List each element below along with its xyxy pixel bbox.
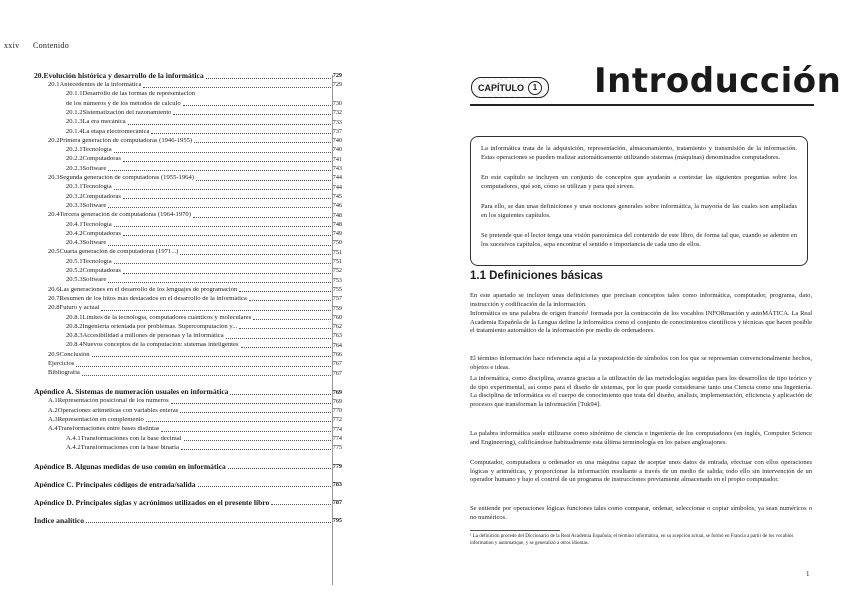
toc-entry-number: 20.8 [48, 304, 60, 312]
toc-leader-dots [123, 273, 331, 274]
toc-entry-page: 751 [332, 258, 342, 266]
toc-entry [34, 287, 342, 294]
toc-entry-title: Representación posicional de los números [57, 398, 169, 405]
toc-leader-dots [183, 105, 331, 106]
toc-entry-page: 783 [332, 481, 342, 489]
toc-entry-title: Transformaciones con la base decimal [80, 435, 182, 442]
toc-leader-dots [82, 375, 331, 376]
toc-entry-page: 740 [332, 137, 342, 145]
toc-entry-page: 762 [332, 323, 342, 331]
body-paragraph: Informática es una palabra de origen francés¹ formada por la contracción de los vocablos INFORmación y autoMÁTICA. La Real Academia Española de la Lengua define la informática como el conjunto de conocimientos científicos y técnicas que hacen posible el tratamiento automático de la información por medio de ordenadores. [470, 310, 812, 335]
body-paragraph: El término información hace referencia aquí a la yuxtaposición de símbolos con los que se representan convencionalmente hechos, objetos e ideas. [470, 355, 812, 371]
toc-entry-page: 737 [332, 127, 342, 135]
toc-entry [34, 138, 342, 145]
toc-entry-page: 757 [332, 295, 342, 303]
toc-entry [34, 240, 342, 247]
toc-entry-number: 20.4.1 [66, 220, 83, 228]
toc-entry-title: Nuevos conceptos de la computación: sistemas inteligentes [82, 342, 239, 349]
toc-leader-dots [108, 207, 330, 208]
toc-entry [34, 156, 342, 163]
toc-entry-number: 20.3.3 [66, 201, 83, 209]
summary-paragraph: Se pretende que el lector tenga una visión panorámica del contenido de este libro, de forma tal que, cuando se adentre en los sucesivos capítulos, sepa encontrar el sentido e importancia de cada uno de ellos. [481, 232, 797, 248]
toc-leader-dots [108, 282, 330, 283]
toc-leader-dots [146, 421, 331, 422]
toc-entry-title: Las generaciones en el desarrollo de los lenguajes de programación [59, 286, 238, 293]
toc-leader-dots [114, 226, 331, 227]
toc-leader-dots [194, 142, 331, 143]
toc-entry-title: Ejercicios [48, 361, 75, 367]
toc-leader-dots [108, 245, 330, 246]
toc-entry-title: Apéndice C. Principales códigos de entrada/salida [34, 480, 196, 489]
toc-entry-number: 20.4.3 [66, 239, 83, 247]
toc-entry [34, 91, 342, 98]
toc-leader-dots [184, 440, 331, 441]
toc-entry-number: 20.1 [48, 81, 60, 88]
toc-leader-dots [161, 431, 330, 432]
toc-entry-title: Computadoras [82, 193, 121, 200]
toc-entry-number: A.4.2 [66, 443, 81, 451]
toc-entry-number: A.4.1 [66, 434, 81, 442]
toc-entry [34, 249, 342, 256]
toc-entry-page: 745 [332, 192, 342, 200]
toc-entry-page: 743 [332, 165, 342, 173]
toc-entry [34, 370, 342, 377]
toc-entry-page: 751 [332, 248, 342, 256]
toc-entry-page: 775 [332, 444, 342, 452]
toc-entry-number: 20.5.2 [66, 267, 83, 274]
toc-entry-page: 746 [332, 202, 342, 210]
toc-leader-dots [239, 328, 331, 329]
footnote: ¹ La definición procede del Diccionario de la Real Academia Española; el término informática, en su acepción actual, se formó en Francia a partir de los vocablos information y automatique, y se generalizó a otros idiomas. [470, 534, 794, 546]
toc-leader-dots [239, 291, 330, 292]
toc-entry-number: 20.1.2 [66, 108, 83, 116]
toc-entry [34, 110, 342, 117]
toc-entry-title: La etapa electromecánica [82, 128, 150, 135]
title-rule [470, 104, 814, 106]
toc-entry-title: Transformaciones con la base binaria [80, 444, 179, 451]
toc-entry-page: 760 [332, 313, 342, 321]
toc-entry-page: 763 [332, 332, 342, 340]
toc-entry-number: 20.7 [48, 294, 60, 302]
toc-entry [34, 499, 342, 507]
toc-entry [34, 277, 342, 284]
toc-entry-number: 20.5.3 [66, 276, 83, 284]
toc-entry-title: Cuarta generación de computadoras (1971...) [59, 249, 179, 256]
toc-entry-page: 730 [332, 99, 342, 107]
toc-entry [34, 194, 342, 201]
toc-entry [34, 398, 342, 405]
toc-entry-page: 740 [332, 146, 342, 154]
toc-entry-title: Primera generación de computadoras (1946-1955) [59, 137, 193, 144]
chapter-title: Introducción [594, 61, 842, 101]
toc-entry [34, 436, 342, 443]
toc-entry-page: 755 [332, 285, 342, 293]
toc-entry-title: Sistematización del razonamiento [82, 109, 172, 116]
toc-leader-dots [271, 504, 330, 505]
section-heading: 1.1 Definiciones básicas [470, 270, 603, 282]
toc-entry-title: La era mecánica [82, 119, 126, 126]
toc-entry-page: 752 [332, 267, 342, 275]
chapter-badge [471, 77, 549, 98]
toc-entry-page: 769 [332, 388, 342, 396]
toc-entry [34, 184, 342, 191]
toc-entry-page: 744 [332, 174, 342, 182]
toc-entry-title: Representación en complemento [57, 416, 144, 423]
toc-leader-dots [143, 87, 330, 88]
toc-entry-title: Tecnología [82, 221, 112, 228]
toc-entry [34, 268, 342, 275]
summary-paragraph: Para ello, se dan unas definiciones y unas nociones generales sobre informática, la mayoría de las cuales son ampliadas en los siguientes capítulos. [481, 203, 797, 219]
toc-entry-page: 770 [332, 406, 342, 414]
toc-leader-dots [241, 347, 331, 348]
toc-entry-page: 741 [332, 155, 342, 163]
toc-entry [34, 175, 342, 182]
footnote-rule [470, 530, 560, 531]
toc-leader-dots [151, 133, 330, 134]
toc-entry-title: Evolución histórica y desarrollo de la informática [43, 72, 204, 80]
toc-entry-title: Resumen de los hitos más destacados en el desarrollo de la informática [59, 295, 247, 302]
body-paragraph: En este apartado se incluyen unas definiciones que precisan conceptos tales como informática, computador, programa, dato, instrucción y codificación de la información. [470, 292, 812, 308]
toc-entry-number: 20.1.4 [66, 127, 83, 135]
toc-entry-number: A.4 [48, 425, 58, 433]
toc-entry-page: 787 [332, 499, 342, 507]
toc-entry-number: A.2 [48, 406, 58, 414]
toc-leader-dots [123, 161, 331, 162]
toc-entry [34, 72, 342, 80]
running-head: Contenido [33, 41, 70, 50]
toc-entry-title: Límites de la tecnología, computadores cuánticos y moleculares [82, 314, 252, 321]
toc-entry [34, 388, 342, 396]
toc-entry-title: Operaciones aritméticas con variables enteras [57, 407, 179, 414]
toc-leader-dots [128, 124, 331, 125]
toc-entry-page: 729 [332, 81, 342, 89]
body-paragraph: Se entiende por operaciones lógicas funciones tales como comparar, ordenar, seleccionar o copiar símbolos, ya sean numéricos o no numéricos. [470, 505, 812, 521]
toc-entry [34, 315, 342, 322]
toc-entry [34, 101, 342, 108]
toc-entry-number: 20.3.2 [66, 192, 83, 200]
toc-entry-title: Computadoras [82, 268, 121, 274]
toc-leader-dots [114, 263, 331, 264]
toc-leader-dots [181, 449, 331, 450]
toc-leader-dots [101, 310, 330, 311]
toc-entry-title: Tecnología [82, 184, 112, 191]
toc-entry-title: Computadoras [82, 230, 121, 237]
body-paragraph: Computador, computadora u ordenador es una máquina capaz de aceptar unos datos de entrada, efectuar con ellos operaciones lógicas y aritméticas, y proporcionar la información resultante a través de un medio de salida; todo ello sin intervención de un operador humano y bajo el control de un programa de instrucciones previamente almacenado en el propio computador. [470, 459, 812, 484]
toc-leader-dots [180, 254, 330, 255]
toc-entry [34, 129, 342, 136]
toc-entry-number: 20.2.1 [66, 146, 83, 154]
body-paragraph: La palabra informática suele utilizarse como sinónimo de ciencia e ingeniería de los computadores (en inglés, Computer Science and Engineering), calificándose habitualmente esta última terminología en los países anglosajones. [470, 430, 812, 446]
toc-leader-dots [228, 468, 331, 469]
toc-leader-dots [198, 486, 331, 487]
toc-entry-title: Transformaciones entre bases distintas [57, 426, 160, 433]
toc-entry-number: 20.4.2 [66, 229, 83, 237]
toc-entry-page: 733 [332, 118, 342, 126]
toc-leader-dots [249, 300, 331, 301]
toc-entry-number: 20.3 [48, 174, 60, 181]
toc-entry-page: 767 [332, 360, 342, 368]
toc-entry [34, 296, 342, 303]
toc-entry-page: 744 [332, 183, 342, 191]
toc-entry [34, 517, 342, 525]
chapter-number: 1 [528, 81, 542, 95]
toc-entry-title: Software [82, 165, 107, 172]
toc-entry-page: 766 [332, 351, 342, 359]
toc-entry-number: A.1 [48, 397, 58, 405]
toc-entry-number: 20.8.1 [66, 313, 83, 321]
toc-entry [34, 82, 342, 89]
toc-entry-number: 20.2 [48, 136, 60, 144]
toc-entry [34, 445, 342, 452]
toc-entry-number: 20.3.1 [66, 183, 83, 191]
toc-leader-dots [230, 394, 330, 395]
toc-leader-dots [196, 180, 331, 181]
toc-entry [34, 361, 342, 368]
toc-entry-title: Futuro y actual [59, 305, 100, 312]
chapter-summary-box [470, 136, 808, 266]
toc-entry-title: Conclusión [59, 351, 90, 358]
toc-leader-dots [173, 114, 330, 115]
summary-paragraph: En este capítulo se incluyen un conjunto de conceptos que ayudarán a contestar las siguientes preguntas sobre los computadores, qué son, cómo se utilizan y para qué sirven. [481, 174, 797, 190]
toc-entry-number: 20.8.4 [66, 341, 83, 349]
toc-entry-page: 748 [332, 211, 342, 219]
toc-entry-page: 750 [332, 239, 342, 247]
body-paragraph: La informática, como disciplina, avanza gracias a la utilización de las metodologías seguidas para los desarrollos de tipo teórico y de tipo experimental, así como para el diseño de sistemas, por lo que puede considerarse tanto una Ciencia como una Ingeniería. La disciplina de informática es el cuerpo de conocimiento que trata del diseño, análisis, implementación, eficiencia y aplicación de procesos que transforman la información [Tuk94]. [470, 375, 812, 409]
toc-entry-page: 759 [332, 304, 342, 312]
toc-entry-number: 20. [34, 71, 44, 80]
toc-entry-number: 20.8.3 [66, 332, 83, 340]
toc-entry-number: 20.8.2 [66, 322, 83, 330]
toc-entry-page: 748 [332, 220, 342, 228]
toc-entry-page: 774 [332, 434, 342, 442]
toc-leader-dots [171, 403, 331, 404]
toc-entry-page: 767 [332, 369, 342, 377]
toc-entry-title: Tercera generación de computadoras (1964-1970) [59, 212, 191, 219]
toc-entry-title: Tecnología [82, 147, 112, 154]
toc-entry [34, 333, 342, 340]
toc-entry [34, 259, 342, 266]
toc-entry-number: 20.5.1 [66, 257, 83, 265]
toc-entry [34, 166, 342, 173]
toc-entry-number: 20.4 [48, 211, 60, 219]
toc-entry-page: 753 [332, 276, 342, 284]
toc-entry-number: 20.6 [48, 285, 60, 293]
toc-entry-title: Software [82, 277, 107, 284]
toc-entry-title: Apéndice A. Sistemas de numeración usuales en informática [34, 388, 229, 396]
toc-entry [34, 231, 342, 238]
toc-entry-title: Bibliografía [48, 370, 80, 377]
toc-entry-title: Apéndice B. Algunas medidas de uso común en informática [34, 462, 226, 471]
toc-entry-title: Tecnología [82, 258, 112, 265]
toc-entry-number: 20.2.2 [66, 155, 83, 163]
toc-leader-dots [226, 338, 331, 339]
toc-entry-page: 772 [332, 416, 342, 424]
toc-entry-number: A.3 [48, 415, 58, 423]
toc-entry [34, 222, 342, 229]
toc-entry-title: Antecedentes de la informática [59, 82, 142, 88]
toc-entry-title: Índice analítico [34, 516, 84, 525]
toc-entry-number: 20.1.1 [66, 90, 83, 98]
toc-entry-title: Computadoras [82, 156, 121, 163]
toc-leader-dots [92, 356, 331, 357]
right-folio: 1 [806, 570, 810, 578]
toc-leader-dots [114, 189, 331, 190]
toc-entry-title: Segunda generación de computadoras (1955-1964) [59, 175, 194, 181]
toc-margin-rule [332, 75, 333, 585]
toc-entry-number: 20.2.3 [66, 164, 83, 172]
toc-entry [34, 481, 342, 489]
toc-leader-dots [86, 522, 331, 523]
toc-entry-title: Apéndice D. Principales siglas y acrónimos utilizados en el presente libro [34, 498, 270, 507]
toc-entry-number: 20.9 [48, 350, 60, 358]
toc-entry [34, 212, 342, 219]
toc-entry [34, 426, 342, 433]
toc-leader-dots [76, 366, 330, 367]
toc-entry-page: 749 [332, 230, 342, 238]
toc-leader-dots [193, 217, 331, 218]
toc-leader-dots [180, 412, 331, 413]
toc-leader-dots [206, 78, 331, 79]
toc-entry-page: 769 [332, 397, 342, 405]
toc-entry-title: Ingeniería orientada por problemas. Supercomputación y... [82, 323, 238, 330]
toc-entry-page: 795 [332, 517, 342, 525]
toc-entry [34, 324, 342, 331]
toc-leader-dots [123, 198, 331, 199]
toc-entry [34, 352, 342, 359]
toc-entry-title: Accesibilidad a millones de personas y la informática [82, 333, 224, 340]
chapter-badge-label: CAPÍTULO [478, 82, 524, 93]
toc-entry-page: 764 [332, 341, 342, 349]
toc-leader-dots [114, 152, 331, 153]
summary-paragraph: La informática trata de la adquisición, representación, almacenamiento, tratamiento y transmisión de la información. Estas operaciones se pueden realizar automáticamente utilizando sistemas (máquinas) denominados computadores. [481, 145, 797, 161]
toc-entry-page: 729 [332, 72, 342, 80]
toc-leader-dots [253, 319, 330, 320]
toc-entry [34, 417, 342, 424]
toc-entry-title: Software [82, 240, 107, 247]
toc-entry-number: 20.5 [48, 248, 60, 256]
toc-entry [34, 119, 342, 126]
toc-entry-page: 779 [332, 463, 342, 471]
toc-entry [34, 305, 342, 312]
toc-leader-dots [108, 170, 330, 171]
toc-entry-page: 774 [332, 425, 342, 433]
toc-entry [34, 408, 342, 415]
toc-entry-title: Desarrollo de las formas de representación [82, 91, 196, 98]
toc-entry-title: de los números y de los métodos de cálculo [66, 100, 181, 107]
toc-entry-number: 20.1.3 [66, 118, 83, 126]
toc-leader-dots [123, 235, 331, 236]
toc-entry-title: Software [82, 202, 107, 209]
toc-entry [34, 203, 342, 210]
toc-entry [34, 342, 342, 349]
toc-entry-page: 732 [332, 109, 342, 117]
toc-entry [34, 463, 342, 471]
toc-entry [34, 147, 342, 154]
left-folio: xxiv [4, 41, 20, 50]
